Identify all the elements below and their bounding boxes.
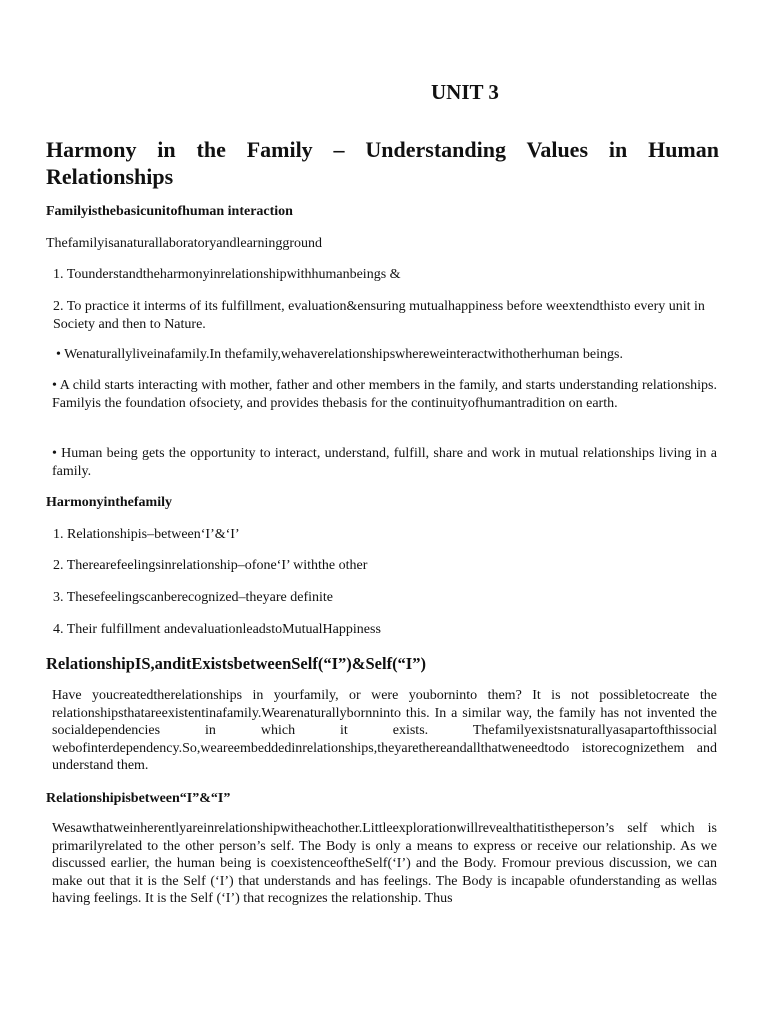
- harmony-item-3: 3. Thesefeelingscanberecognized–theyare definite: [53, 590, 333, 605]
- family-intro-text: Thefamilyisanaturallaboratoryandlearningground: [46, 236, 323, 251]
- harmony-item-4: 4. Their fulfillment andevaluationleadstoMutualHappiness: [53, 622, 381, 637]
- family-bullet-1: • Wenaturallyliveinafamily.In thefamily,wehaverelationshipswhereweinteractwithotherhuman beings.: [56, 347, 623, 362]
- unit-heading: UNIT 3: [431, 80, 499, 104]
- section-heading-harmony: Harmonyinthefamily: [46, 495, 172, 510]
- family-bullet-3: • Human being gets the opportunity to interact, understand, fulfill, share and work in mutual relationships living in a family.: [52, 446, 717, 479]
- section-heading-relationship-between: Relationshipisbetween“I”&“I”: [46, 791, 231, 806]
- family-point-2: 2. To practice it interms of its fulfillment, evaluation&ensuring mutualhappiness before weextendthisto every unit in Society and then to Nature.: [53, 299, 705, 332]
- harmony-item-1: 1. Relationshipis–between‘I’&‘I’: [53, 527, 240, 542]
- family-bullet-2: • A child starts interacting with mother, father and other members in the family, and starts understanding relationships. Familyis the foundation ofsociety, and provides thebasis for the continuityofhumantradition on earth.: [52, 378, 717, 411]
- section-heading-relationship-exists: RelationshipIS,anditExistsbetweenSelf(“I”)&Self(“I”): [46, 654, 426, 673]
- relationship-exists-paragraph: Have youcreatedtherelationships in yourfamily, or were youborninto them? It is not possibletocreate the relationshipsthatareexistentinafamily.Wearenaturallybornninto this. In a similar way, the family has not invented the socialdependencies in which it exists. Thefamilyexistsnaturallyasapartofthissocial webofinterdependency.So,weareembeddedinrelationships,theyarethereandallthatweneedtodo istorecognizethem and understand them.: [52, 688, 717, 773]
- section-heading-family-unit: Familyisthebasicunitofhuman interaction: [46, 204, 293, 219]
- family-point-1: 1. Tounderstandtheharmonyinrelationshipwithhumanbeings &: [53, 267, 401, 282]
- page-title: Harmony in the Family – Understanding Values in Human Relationships: [46, 137, 719, 189]
- harmony-item-2: 2. Therearefeelingsinrelationship–ofone‘I’ withthe other: [53, 558, 368, 573]
- relationship-between-paragraph: Wesawthatweinherentlyareinrelationshipwitheachother.Littleexplorationwillrevealthatitistheperson’s self which is primarilyrelated to the other person’s self. The Body is only a means to express or receive our relationship. As we discussed earlier, the human being is coexistenceoftheSelf(‘I’) and the Body. Fromour previous discussion, we can make out that it is the Self (‘I’) that understands and has feelings. The Body is incapable ofunderstanding as wellas having feelings. It is the Self (‘I’) that recognizes the relationship. Thus: [52, 821, 717, 906]
